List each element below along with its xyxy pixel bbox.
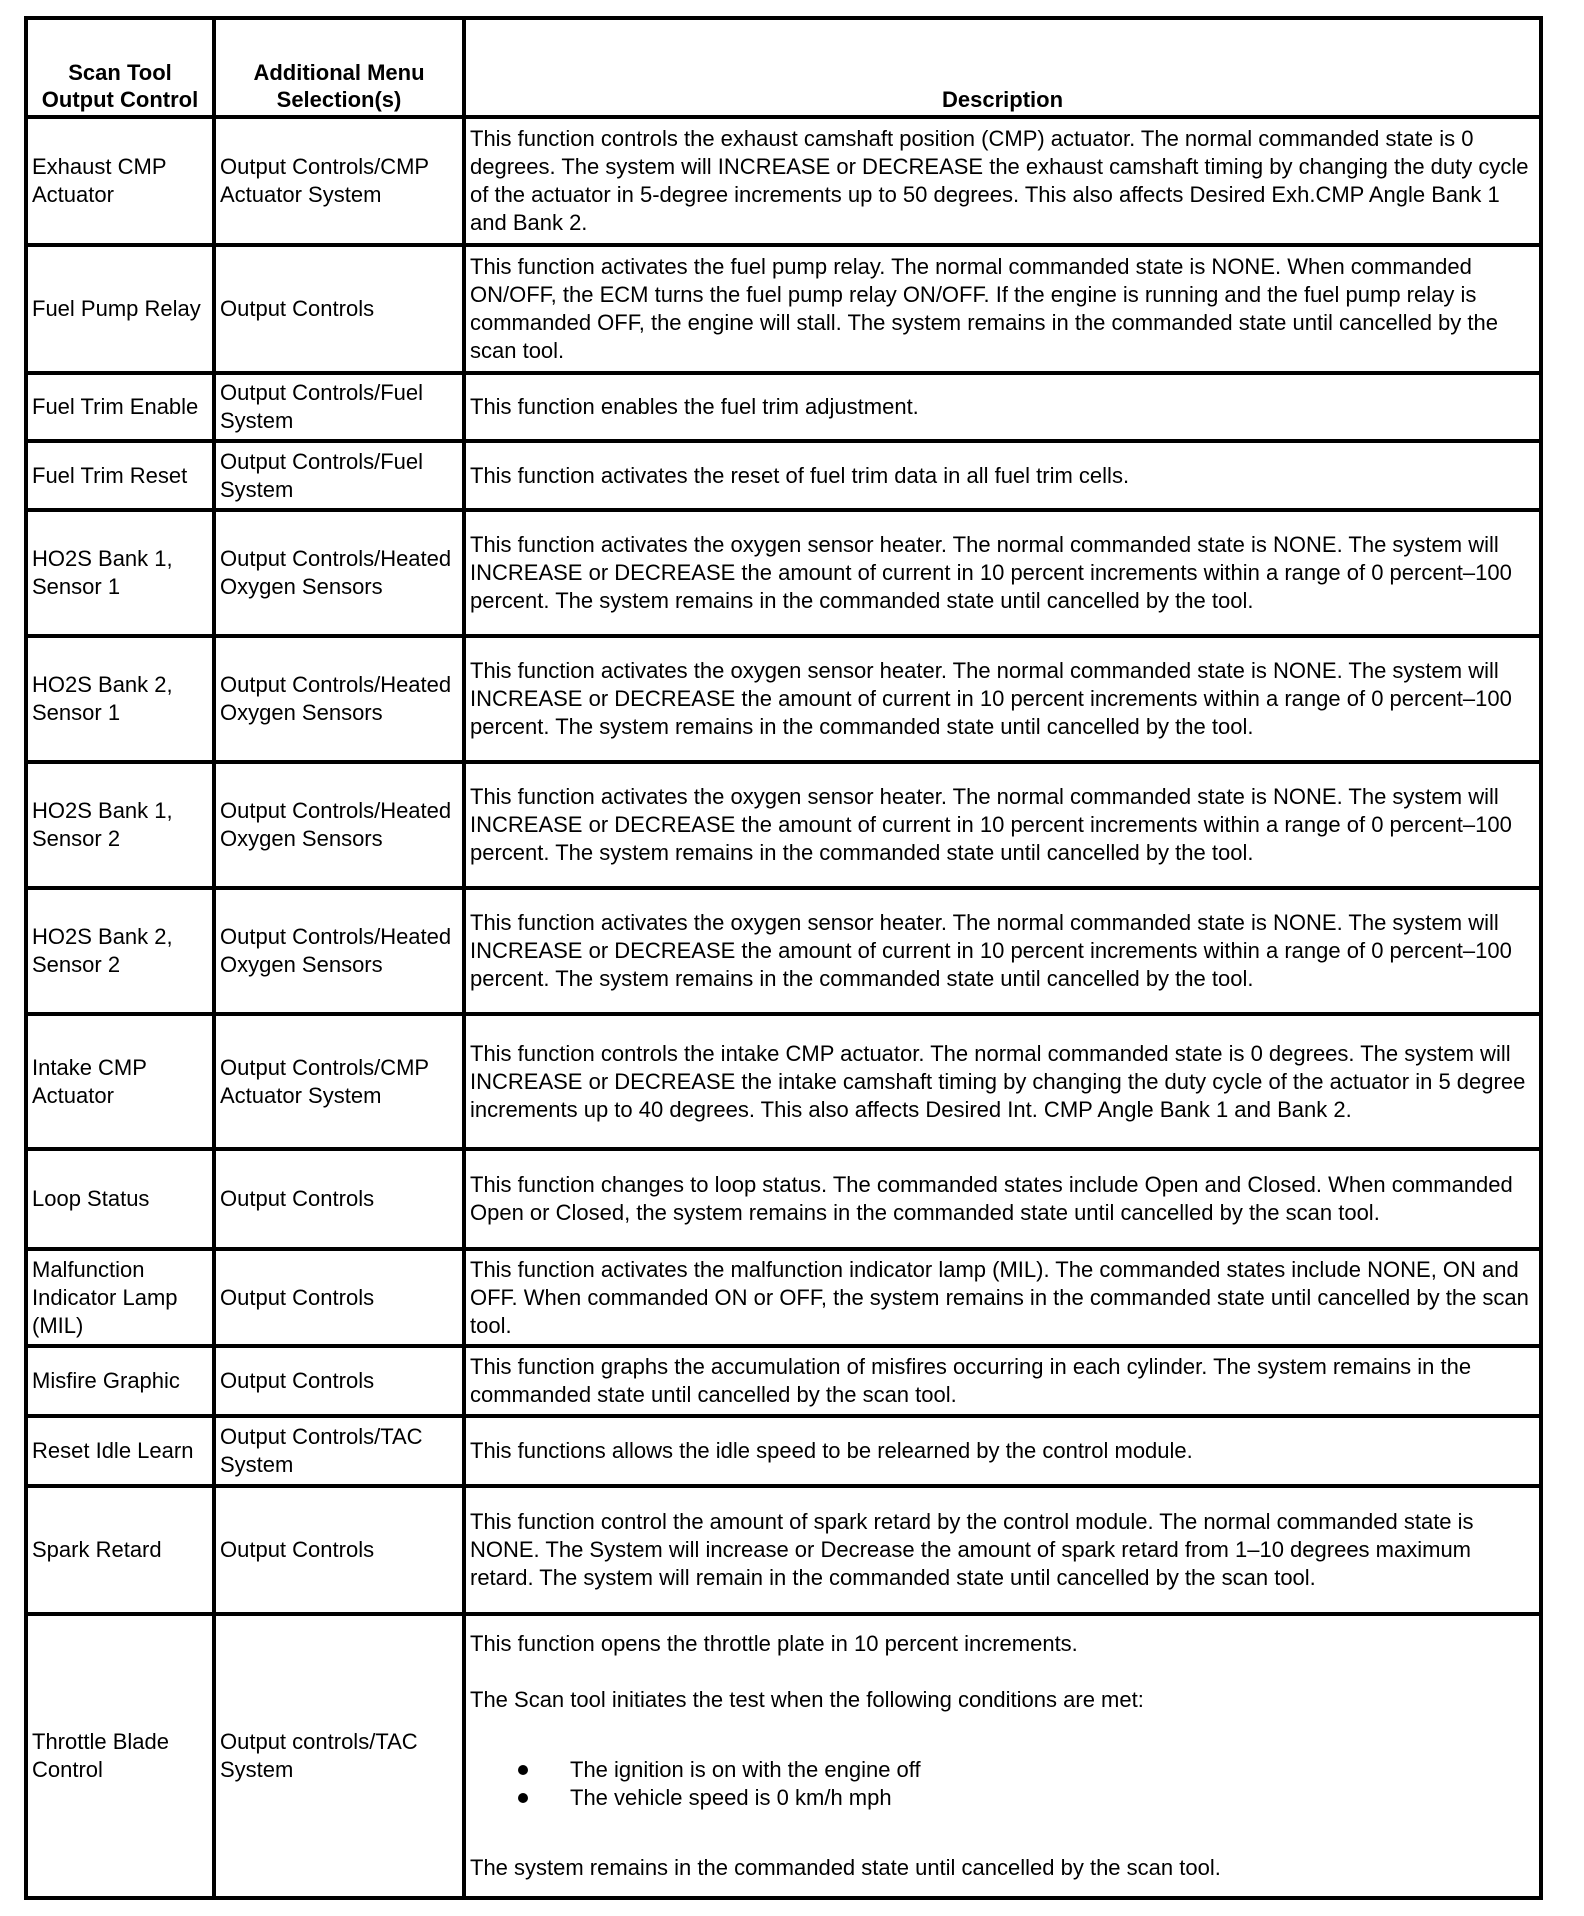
table-row xyxy=(26,245,1541,373)
description xyxy=(464,1614,1541,1898)
menu-selection: Output Controls xyxy=(214,245,464,373)
description: This function graphs the accumulation of misfires occurring in each cylinder. The system remains in the commanded state until cancelled by the scan tool. xyxy=(464,1346,1541,1416)
table-row xyxy=(26,1014,1541,1149)
description: This function activates the oxygen sensor heater. The normal commanded state is NONE. The system will INCREASE or DECREASE the amount of current in 10 percent increments within a range of 0 percent–100 percent. The system remains in the commanded state until cancelled by the tool. xyxy=(464,762,1541,888)
table-row xyxy=(26,1486,1541,1614)
control-name: Spark Retard xyxy=(26,1486,214,1614)
table-row xyxy=(26,1346,1541,1416)
control-name: Misfire Graphic xyxy=(26,1346,214,1416)
control-name: HO2S Bank 2, Sensor 1 xyxy=(26,636,214,762)
table-row xyxy=(26,441,1541,510)
scan-tool-output-control-table xyxy=(24,16,1543,1900)
menu-selection: Output Controls/CMP Actuator System xyxy=(214,117,464,245)
description: This function control the amount of spark retard by the control module. The normal commanded state is NONE. The System will increase or Decrease the amount of spark retard from 1–10 degrees maximum retard. The system will remain in the commanded state until cancelled by the scan tool. xyxy=(464,1486,1541,1614)
description: This functions allows the idle speed to be relearned by the control module. xyxy=(464,1416,1541,1486)
table-row xyxy=(26,888,1541,1014)
description: This function activates the oxygen sensor heater. The normal commanded state is NONE. The system will INCREASE or DECREASE the amount of current in 10 percent increments within a range of 0 percent–100 percent. The system remains in the commanded state until cancelled by the tool. xyxy=(464,888,1541,1014)
menu-selection: Output Controls xyxy=(214,1149,464,1249)
condition-item: The ignition is on with the engine off xyxy=(470,1756,1535,1784)
menu-selection: Output Controls/CMP Actuator System xyxy=(214,1014,464,1149)
description: This function activates the oxygen sensor heater. The normal commanded state is NONE. The system will INCREASE or DECREASE the amount of current in 10 percent increments within a range of 0 percent–100 percent. The system remains in the commanded state until cancelled by the tool. xyxy=(464,510,1541,636)
menu-selection: Output Controls/Heated Oxygen Sensors xyxy=(214,762,464,888)
control-name: Fuel Trim Enable xyxy=(26,373,214,441)
header-row xyxy=(26,18,1541,117)
control-name: Fuel Trim Reset xyxy=(26,441,214,510)
description: This function activates the oxygen sensor heater. The normal commanded state is NONE. The system will INCREASE or DECREASE the amount of current in 10 percent increments within a range of 0 percent–100 percent. The system remains in the commanded state until cancelled by the tool. xyxy=(464,636,1541,762)
menu-selection: Output Controls xyxy=(214,1486,464,1614)
menu-selection: Output controls/TAC System xyxy=(214,1614,464,1898)
control-name: Intake CMP Actuator xyxy=(26,1014,214,1149)
table-row xyxy=(26,373,1541,441)
menu-selection: Output Controls/TAC System xyxy=(214,1416,464,1486)
control-name: Loop Status xyxy=(26,1149,214,1249)
control-name: HO2S Bank 1, Sensor 1 xyxy=(26,510,214,636)
header-description: Description xyxy=(464,18,1541,117)
description: This function controls the intake CMP actuator. The normal commanded state is 0 degrees. The system will INCREASE or DECREASE the intake camshaft timing by changing the duty cycle of the actuator in 5 degree increments up to 40 degrees. This also affects Desired Int. CMP Angle Bank 1 and Bank 2. xyxy=(464,1014,1541,1149)
table-row xyxy=(26,1149,1541,1249)
menu-selection: Output Controls xyxy=(214,1249,464,1346)
table-row xyxy=(26,510,1541,636)
description: This function activates the reset of fuel trim data in all fuel trim cells. xyxy=(464,441,1541,510)
description-outro: The system remains in the commanded state until cancelled by the scan tool. xyxy=(470,1855,1221,1880)
menu-selection: Output Controls/Fuel System xyxy=(214,373,464,441)
description: This function activates the malfunction indicator lamp (MIL). The commanded states include NONE, ON and OFF. When commanded ON or OFF, the system remains in the commanded state until cancelled by the scan tool. xyxy=(464,1249,1541,1346)
menu-selection: Output Controls/Heated Oxygen Sensors xyxy=(214,636,464,762)
header-additional-menu-selections: Additional Menu Selection(s) xyxy=(214,18,464,117)
table-row xyxy=(26,762,1541,888)
control-name: Exhaust CMP Actuator xyxy=(26,117,214,245)
table-row xyxy=(26,1416,1541,1486)
menu-selection: Output Controls/Fuel System xyxy=(214,441,464,510)
control-name: Throttle Blade Control xyxy=(26,1614,214,1898)
description: This function activates the fuel pump relay. The normal commanded state is NONE. When commanded ON/OFF, the ECM turns the fuel pump relay ON/OFF. If the engine is running and the fuel pump relay is commanded OFF, the engine will stall. The system remains in the commanded state until cancelled by the scan tool. xyxy=(464,245,1541,373)
control-name: HO2S Bank 1, Sensor 2 xyxy=(26,762,214,888)
control-name: HO2S Bank 2, Sensor 2 xyxy=(26,888,214,1014)
table-row xyxy=(26,636,1541,762)
control-name: Fuel Pump Relay xyxy=(26,245,214,373)
description: This function changes to loop status. The commanded states include Open and Closed. When commanded Open or Closed, the system remains in the commanded state until cancelled by the scan tool. xyxy=(464,1149,1541,1249)
header-scan-tool-output-control: Scan Tool Output Control xyxy=(26,18,214,117)
table-row xyxy=(26,117,1541,245)
description: This function controls the exhaust camshaft position (CMP) actuator. The normal commanded state is 0 degrees. The system will INCREASE or DECREASE the exhaust camshaft timing by changing the duty cycle of the actuator in 5-degree increments up to 50 degrees. This also affects Desired Exh.CMP Angle Bank 1 and Bank 2. xyxy=(464,117,1541,245)
table-row xyxy=(26,1614,1541,1898)
description-intro: This function opens the throttle plate in 10 percent increments. xyxy=(470,1631,1078,1656)
menu-selection: Output Controls xyxy=(214,1346,464,1416)
table-row xyxy=(26,1249,1541,1346)
menu-selection: Output Controls/Heated Oxygen Sensors xyxy=(214,510,464,636)
control-name: Malfunction Indicator Lamp (MIL) xyxy=(26,1249,214,1346)
conditions-list xyxy=(470,1756,1535,1812)
menu-selection: Output Controls/Heated Oxygen Sensors xyxy=(214,888,464,1014)
condition-item: The vehicle speed is 0 km/h mph xyxy=(470,1784,1535,1812)
description: This function enables the fuel trim adjustment. xyxy=(464,373,1541,441)
control-name: Reset Idle Learn xyxy=(26,1416,214,1486)
description-conditions-lead: The Scan tool initiates the test when the following conditions are met: xyxy=(470,1687,1144,1712)
